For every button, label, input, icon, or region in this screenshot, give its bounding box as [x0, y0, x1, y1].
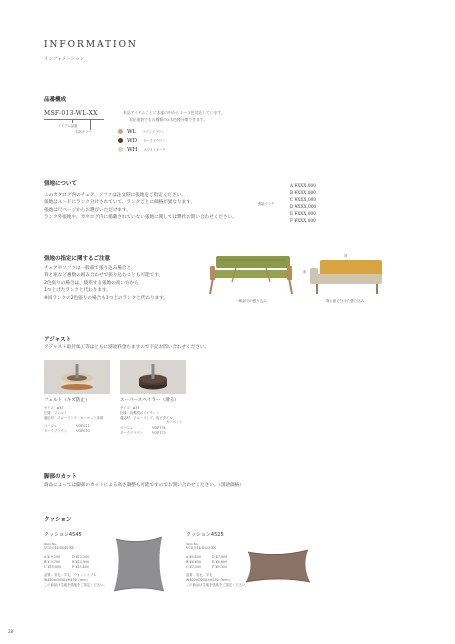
cushion-4525-price-row-3: [186, 565, 249, 570]
cushion-4545-price-e: E ¥13,900: [72, 560, 90, 564]
code-leader-wood: [90, 119, 91, 130]
cushion-4545-price-a: A ¥ 9,200: [44, 555, 61, 559]
swatch-wh: [118, 147, 123, 152]
cushion-4525-price-d: D ¥7,800: [212, 555, 228, 559]
cushion-4545-price-b: B ¥ 9,700: [44, 560, 61, 564]
designation-line-4: 1つ上げたランクと代わります。: [44, 288, 111, 294]
color-row-wd: [118, 136, 166, 145]
super-adjuster-info: [120, 397, 182, 436]
adjuster-heading: アジャスト: [44, 337, 72, 343]
legcut-line: 商品によっては脚部のカットによる高さ調整も可能ですのでお問い合わせください。（別途価格）: [44, 483, 244, 488]
designation-line-2: 背と座など複数の組み合わせで張り込むことも可能です。: [44, 273, 164, 279]
cushion-4525-price-f: F ¥9,300: [212, 565, 227, 569]
color-code-wd: WD: [127, 137, 138, 144]
label-back: 背: [344, 254, 348, 258]
designation-line-5: ※同ランクの2色張りの場合も1つ上のランクと代わります。: [44, 295, 168, 301]
fabric-rank-label: 張地ランク: [258, 202, 275, 206]
caption-single-fabric: 一般部での張り込み: [235, 299, 267, 303]
fabric-text: [44, 192, 274, 222]
super-code-1: VOP176: [152, 426, 166, 430]
product-note-1: 本品アイテムごとに木部の中から１～３色対応しています。: [123, 110, 225, 115]
designation-line-3: 2色張りの場合は、使用する張地の高い方から: [44, 280, 139, 286]
adjuster-line: アジャスト取付加工等はともに別途料金ちますので下記お問い合わせください。: [44, 345, 210, 350]
fabric-price-list: [290, 183, 316, 225]
price-rank-b: B ¥XXX,000: [290, 191, 317, 196]
color-code-wh: WH: [127, 146, 138, 153]
felt-adjuster-name: フェルト（キズ防止）: [44, 398, 90, 403]
color-row-wh: [118, 145, 166, 154]
fabric-heading: 張地について: [44, 181, 77, 187]
price-rank-e: E ¥XXX,000: [290, 212, 316, 217]
product-note-2: 対応塗装でもの種類の2木色種分類できます。: [129, 117, 208, 122]
price-rank-f: F ¥XXX,000: [290, 219, 316, 224]
fabric-line-3: 張地は尺ページからお選びいただけます。: [44, 207, 131, 213]
color-code-wl: WL: [127, 128, 137, 135]
designation-line-1: チェアやソファは一般部で張り込み場合と、: [44, 266, 136, 271]
page-subtitle: インフォメーション: [44, 57, 85, 62]
cushion-4545-price-table: [44, 555, 107, 570]
product-heading: 品番構成: [44, 97, 67, 103]
label-item-number: アイテム品番: [58, 124, 78, 128]
label-wood-color: 木部カラー: [75, 130, 92, 134]
super-spec-surface-2: カーペット: [166, 420, 183, 424]
super-spec-surface: 適応材：フローリング、塩ビタイル、: [120, 416, 176, 420]
color-name-wd: ダークブラウン: [143, 139, 166, 143]
cushion-4525-name: クッション4525: [186, 532, 224, 538]
cushion-4525-spec-note: この商品は生地を張地をご指定ください。: [186, 583, 249, 587]
fabric-line-4: ランク外張地や、カタログ内に掲載されていない張地に関しては弊社お問い合わせください。: [44, 215, 237, 221]
cushion-4545-itemno-label: Item No.: [44, 542, 57, 546]
bench-two-fabric-image: [306, 258, 386, 298]
super-spec-size: サイズ：φ33: [120, 406, 140, 410]
felt-spec-size: サイズ：φ33: [44, 406, 64, 410]
price-rank-d: D ¥XXX,000: [290, 205, 317, 210]
super-code-2: VOP175: [152, 431, 166, 435]
felt-spec-surface: 適応材：フローリング・カーペット床面: [44, 416, 104, 420]
cushion-4545-price-row-3: [44, 565, 107, 570]
legcut-heading: 脚部のカット: [44, 474, 77, 480]
cushion-4545-spec-size: W450×D450×H450（mm）: [44, 578, 90, 582]
felt-code-row-2: [44, 429, 103, 434]
page-number: 28: [8, 629, 14, 634]
cushion-4545-specs: [44, 573, 107, 588]
cushion-4525-price-c: C ¥7,300: [186, 565, 202, 569]
swatch-wl: [118, 129, 123, 134]
felt-code-2: VOP010: [76, 429, 90, 433]
caption-two-fabric: 背と座で分けた張り込み: [325, 299, 365, 303]
cushion-4525-spec-quality: 品質：羽毛／羊毛: [186, 573, 213, 577]
color-name-wl: ライトブラウン: [142, 130, 165, 134]
felt-code-label-2: ダークブラウン: [44, 429, 68, 433]
super-spec-material: 仕様：高潤滑ポリエチレン: [120, 411, 160, 415]
code-leader-item: [72, 119, 73, 123]
product-code: MSF-013-WL-XX: [44, 110, 98, 117]
cushion-heading: クッション: [44, 517, 72, 523]
cushion-4525-image: [244, 546, 312, 586]
bench-single-fabric-image: [206, 252, 296, 298]
felt-code-1: VOP011: [76, 424, 90, 428]
cushion-4525-itemno: VCS-014-4525-XX: [186, 546, 216, 550]
felt-spec-material: 仕様：フェルト: [44, 411, 67, 415]
cushion-4525-info: [186, 531, 249, 588]
code-underline: [44, 119, 104, 120]
price-rank-c: C ¥XXX,000: [290, 198, 317, 203]
felt-adjuster-image: [44, 360, 110, 394]
wood-color-list: [118, 127, 166, 154]
cushion-4525-price-table: [186, 555, 249, 570]
price-rank-a: A ¥XXX,000: [290, 184, 316, 189]
color-name-wh: ホワイトオーク: [143, 148, 166, 152]
fabric-line-2: 張地はＡ～Ｆにランク分けされていて、ランクごとに価格が異なります。: [44, 200, 195, 206]
cushion-4545-spec-quality: 品質：羽毛／羊毛 ウォッシャブル: [44, 573, 97, 577]
cushion-4545-itemno: VCS-014-4545-XX: [44, 546, 74, 550]
cushion-4525-spec-size: W400×D250×H250（mm）: [186, 578, 232, 582]
super-code-label-1: ベージュ: [120, 426, 134, 430]
cushion-4525-price-e: E ¥8,800: [212, 560, 227, 564]
color-row-wl: [118, 127, 166, 136]
cushion-4525-specs: [186, 573, 249, 588]
swatch-wd: [118, 138, 123, 143]
super-adjuster-image: [120, 360, 186, 394]
cushion-4525-price-b: B ¥6,600: [186, 560, 202, 564]
cushion-4525-price-a: A ¥6,400: [186, 555, 201, 559]
designation-text: [44, 265, 219, 302]
cushion-4525-itemno-label: Item No.: [186, 542, 199, 546]
cushion-4545-price-c: C ¥10,800: [44, 565, 62, 569]
designation-heading: 張地の指定に関するご注意: [44, 256, 111, 262]
cushion-4545-info: [44, 531, 107, 588]
cushion-4545-image: [110, 533, 168, 595]
page-title: INFORMATION: [44, 40, 138, 50]
fabric-line-1: このカタログ内のチェア、ソファは注文時に張地をご指定ください。: [44, 193, 186, 198]
cushion-4545-name: クッション4545: [44, 532, 82, 538]
felt-adjuster-info: [44, 397, 103, 434]
super-code-label-2: ダークブラウン: [120, 431, 144, 435]
felt-code-label-1: ベージュ: [44, 424, 58, 428]
cushion-4545-spec-note: この商品は生地を張地をご指定ください。: [44, 583, 107, 587]
cushion-4545-price-d: D ¥12,200: [72, 555, 90, 559]
cushion-4545-price-f: F ¥15,400: [72, 565, 89, 569]
super-adjuster-name: スーパースベイラー（滑る）: [120, 398, 180, 403]
label-seat: 座: [303, 270, 307, 274]
super-code-row-2: [120, 431, 182, 436]
